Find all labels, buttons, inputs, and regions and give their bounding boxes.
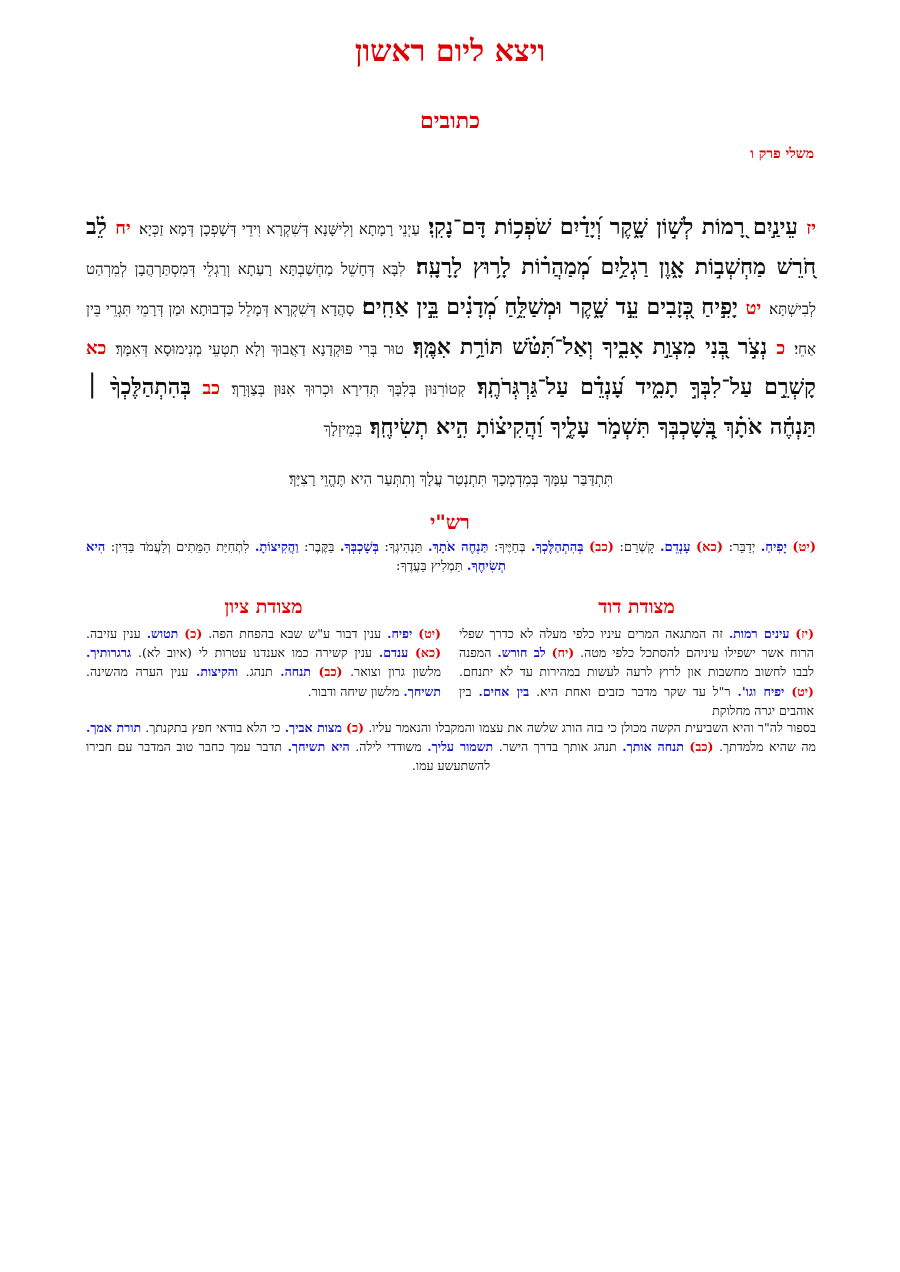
targum-text: טוּר בְּרִי פּוּקְדָנָא דַאֲבוּךְ וְלָא תִטְעֵי מְנִימוּסָא דְּאִמָּךְ׃ [115,340,404,358]
rashi-dibur: וַהֲקִיצוֹתָ. [254,540,299,555]
commentary-dibur: עינים רמות. [728,626,790,641]
commentary-text: מלשון גרון וצואר. [350,664,441,680]
rashi-ref: (כא) [696,540,724,555]
commentary-dibur: תנחה. [280,664,311,680]
commentary-text: תנהג. [245,664,273,680]
commentary-ref: (יז) [795,626,814,641]
rashi-dibur: הִיא תְשִׂיחֶךָ. [86,540,506,574]
rashi-dibur: בְּהִתְהַלֶּכְךָ. [531,540,584,555]
page-title: ויצא ליום ראשון [354,34,546,69]
commentary-text: בין אוהבים יגרה מחלוקת [459,683,814,718]
commentary-dibur: יפיח וגו'. [737,683,785,699]
rashi-text: בַּקֶּבֶר: [304,540,335,555]
commentary-text: כי הלא בודאי חפץ בתקנתך. [145,720,281,735]
verse-text: יָפִ֣יחַ כְּ֭זָבִים עֵ֣ד שָׁ֑קֶר וּמְשַׁלֵּ֥חַ מְ֝דָנִ֗ים בֵּ֣ין אַחִֽים׃ [362,294,738,320]
commentary-text: ענין דבור ע"ש שבא בהפחת הפה. [208,626,382,641]
commentary-dibur: תטוש. [146,626,179,641]
commentary-text: מלשון שיחה ודבור. [307,683,400,699]
verse-num: כא [86,338,107,359]
commentary-text: משודדי לילה. [355,739,422,755]
verse-num: יז [806,218,817,239]
targum-text: קְטוֹרִנּוּן בְּלִבָּךְ תְּדִירָא וּכְרוּךְ אִנּוּן בְּצַוְּרָךְ׃ [231,380,466,398]
rashi-heading: רש"י [430,510,470,534]
commentary-text: ענין קשירה כמו אענדנו עטרות לי (איוב לא). [137,645,373,661]
commentary-ref: (כב) [689,739,714,755]
rashi-text: תַּנְהִיגְךָ: [384,540,423,555]
rashi-dibur: תַּנְחֶה אֹתָךְ. [428,540,489,555]
commentary-ref: (יט) [418,626,441,641]
commentary-ref: (כב) [318,664,343,680]
section-title: כתובים [420,108,480,134]
rashi-ref: (כב) [589,540,614,555]
commentary-text: תנהג אותך בדרך הישר. [498,739,617,755]
chapter-label: משלי פרק ו [750,146,814,162]
rashi-commentary [86,538,816,576]
rashi-text: לִתְחִיַּת הַמֵּתִים וְלַעֲמֹד בַּדִּין: [110,540,250,555]
commentary-dibur: היא תשיחך. [287,739,350,755]
commentary-ref: (כ) [346,720,364,735]
metzudat-david-continuation [86,718,816,776]
verse-text: קָשְׁרֵ֣ם עַל־לִבְּךָ֣ תָמִ֑יד עָ֝נְדֵ֗ם עַל־גַּרְגְּרֹתֶֽךָ׃ [477,374,816,400]
verses-block [86,208,816,448]
commentary-text: בספור לה"ר והיא השביעית הקשה מכולן כי בזה הורג שלשה את עצמו והמקבלו והנאמר עליו. [368,720,817,735]
targum-tail: תִּתְדַּבַּר עִמָּךְ בְּמִדְמְכָךְ תִּתְנְטַר עֲלָךְ וְתִתְּעַר הִיא תֶּהֱוֵי רָצִיָּךְ׃ [288,470,614,488]
commentary-dibur: גרגרותיך. [86,645,132,661]
rashi-dibur: בְּשָׁכְבְּךָ. [339,540,379,555]
metzudat-tzion-heading: מצודת ציון [224,596,303,618]
commentary-ref: (יט) [791,683,814,699]
rashi-ref: (יט) [792,540,816,555]
commentary-text: ר"ל עד שקר מדבר כזבים ואחת היא. [536,683,731,699]
targum-text: עַיְנֵי רָמָתָא וְלִישָּׁנָא דְּשִׁקְרָא וִידֵי דְּשָׁפְכָן דְּמָא זַכְּיָא׃ [139,220,420,238]
targum-text: בְּמֵיזְלָךְ [323,420,363,438]
commentary-dibur: תשמור עליך. [427,739,494,755]
targum-text: לִבָּא דְּחָשֵׁל מַחְשַׁבְתָּא רָעַתָא וְרַגְלֵי דְּמִסְתַּרְהֲבָן לְמִרְהַט לְבִישְׁתָּא׃ [86,260,817,318]
commentary-text: מה שהיא מלמדתך. [718,739,816,755]
verse-num: כב [202,378,220,399]
commentary-text: תדבר עמך כחבר טוב המדבר עם חבירו להשתעשע עמו. [86,739,491,774]
commentary-ref: (כ) [184,626,203,641]
commentary-dibur: מצות אביך. [284,720,342,735]
commentary-dibur: תשיחך. [403,683,441,699]
commentary-text: המפנה לבבו לחשוב מחשבות און לרוץ לרעה לעשות במהירות עד לא יתנחם. [459,645,814,680]
commentary-dibur: לב חורש. [497,645,546,661]
verse-text: בְּהִתְהַלֶּכְךָ֨ ׀ תַּנְחֶ֬ה אֹתָ֗ךְ בְּֽ֭שָׁכְבְּךָ תִּשְׁמֹ֣ר עָלֶ֑יךָ וַ֝הֲקִיצ֗וֹתָ הִ֣יא תְשִׂיחֶֽךָ׃ [86,374,816,440]
commentary-ref: (כא) [415,645,441,661]
rashi-text: קָשְׁרֵם: [619,540,655,555]
verse-num: יט [745,298,762,319]
commentary-text: ענין הערה מהשינה. [86,664,189,680]
commentary-dibur: תורת אמך. [86,720,142,735]
rashi-dibur: עָנְדֵם. [660,540,691,555]
rashi-text: תַּמְלִיץ בַּעֲדֶךָ: [396,559,463,574]
commentary-dibur: ענדם. [378,645,409,661]
rashi-dibur: יָפִיחַ. [760,540,787,555]
verse-text: נְצֹ֣ר בְּ֭נִי מִצְוַ֣ת אָבִ֑יךָ וְאַל־תִּ֝טֹּ֗שׁ תּוֹרַ֥ת אִמֶּֽךָ׃ [412,334,768,360]
verse-text: עֵינַ֣יִם רָ֭מוֹת לְשׁ֣וֹן שָׁ֑קֶר וְ֝יָדַ֗יִם שֹׁפְכ֥וֹת דָּם־נָקִֽי׃ [428,214,798,240]
commentary-dibur: יפיח. [387,626,413,641]
commentary-text: זה המתגאה המרים עיניו כלפי מעלה לא כדרך שפלי הרוח אשר ישפילו עיניהם להסתכל כלפי מטה. [459,626,814,661]
commentary-ref: (יח) [551,645,575,661]
targum-text: סָהֲדָא דְּשִׁקְרָא דְּמָלֵל כַּדְבוּתָא וּמַן דְּרָמֵי תִּגְרֵי בֵּין אַחֵי׃ [86,300,817,358]
commentary-dibur: בין אחים. [478,683,530,699]
verse-num: כ [776,338,786,359]
verse-num: יח [115,218,131,239]
metzudat-david-column [459,624,814,720]
commentary-text: ענין עזיבה. [86,626,141,641]
verse-text: לֵ֗ב חֹ֭רֵשׁ מַחְשְׁב֣וֹת אָ֑וֶן רַגְלַ֥יִם מְ֝מַהֲר֗וֹת לָר֥וּץ לָרָעָֽה׃ [86,214,817,280]
rashi-text: יְדַבֵּר: [728,540,756,555]
metzudat-tzion-column [86,624,441,701]
commentary-dibur: תנחה אותך. [622,739,684,755]
commentary-dibur: והקיצות. [195,664,239,680]
metzudat-david-heading: מצודת דוד [598,596,675,618]
rashi-text: בְּחַיֶּיךָ: [493,540,526,555]
